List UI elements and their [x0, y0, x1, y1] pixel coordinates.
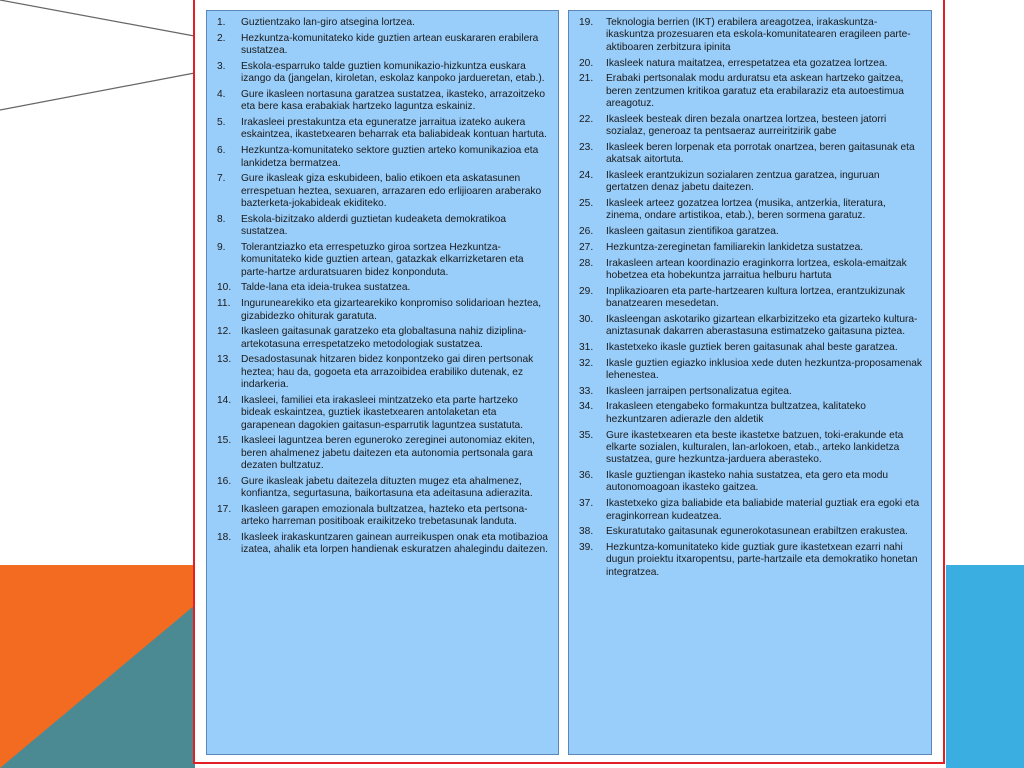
item-text: Irakasleei prestakuntza eta eguneratze jarraitua izateko aukera eskaintzea, ikastetxearen beharrak eta baliabideak kontuan hartuta.	[241, 117, 547, 141]
left-column	[206, 10, 559, 755]
item-number: 6.	[217, 145, 226, 157]
item-number: 25.	[579, 198, 594, 210]
list-item	[217, 145, 550, 170]
item-number: 8.	[217, 213, 226, 225]
item-number: 38.	[579, 526, 594, 538]
list-item	[217, 326, 550, 351]
list-item	[217, 214, 550, 239]
item-text: Gure ikastetxearen eta beste ikastetxe batzuen, toki-erakunde eta elkarte sozialen, kulturalen, lan-arlokoen, etab., arteko lankidetza sustatzea, gure hezkuntza-jarduera aberasteko.	[606, 429, 904, 466]
item-text: Irakasleen artean koordinazio eraginkorra lortzea, eskola-emaitzak hobetzea eta hobekuntza jarraitua helburu hartuta	[606, 257, 907, 281]
item-number: 31.	[579, 341, 594, 353]
item-text: Hezkuntza-zereginetan familiarekin lankidetza sustatzea.	[606, 241, 864, 253]
list-item	[217, 435, 550, 472]
item-text: Hezkuntza-komunitateko kide guztiak gure ikastetxean ezarri nahi dugun proiektu itxaropentsu, parte-hartzaile eta demokratiko honetan integratzea.	[606, 541, 918, 578]
item-number: 32.	[579, 357, 594, 369]
list-item	[217, 173, 550, 210]
list-item	[579, 242, 923, 254]
item-text: Ikastetxeko ikasle guztiek beren gaitasunak ahal beste garatzea.	[606, 341, 898, 353]
list-item	[579, 198, 923, 223]
item-text: Tolerantziazko eta errespetuzko giroa sortzea Hezkuntza-komunitateko kide guztien artean, gatazkak elkarrizketaren eta parte-hartze arduratsuaren bidez konponduta.	[241, 241, 524, 278]
item-number: 23.	[579, 141, 594, 153]
item-text: Ikastetxeko giza baliabide eta baliabide material guztiak era egoki eta eraginkorrean kudeatzea.	[606, 498, 920, 522]
item-text: Inplikazioaren eta parte-hartzearen kultura lortzea, erantzukizunak banatzearen mesedetan.	[606, 285, 905, 310]
item-number: 7.	[217, 173, 226, 185]
item-text: Erabaki pertsonalak modu arduratsu eta askean hartzeko gaitzea, beren zentzumen kritikoa garatuz eta erabilaraziz eta autoestimua areagotuz.	[606, 73, 904, 110]
list-item	[579, 386, 923, 398]
list-item	[217, 242, 550, 279]
item-text: Ikasleen gaitasun zientifikoa garatzea.	[606, 226, 779, 238]
list-item	[217, 504, 550, 529]
item-text: Guztientzako lan-giro atsegina lortzea.	[241, 17, 415, 28]
list-item	[579, 170, 923, 195]
item-number: 24.	[579, 169, 594, 181]
list-item	[579, 142, 923, 167]
item-number: 21.	[579, 73, 594, 85]
item-number: 15.	[217, 435, 232, 447]
item-text: Ikasleen gaitasunak garatzeko eta globaltasuna nahiz diziplina-artekotasuna errespetatzeko metodologiak sustatzea.	[241, 326, 527, 350]
list-item	[579, 258, 923, 283]
item-text: Gure ikasleen nortasuna garatzea sustatzea, ikasteko, arrazoitzeko eta bere kasa erabakiak hartzeko laguntza eskainiz.	[241, 88, 546, 113]
item-text: Hezkuntza-komunitateko kide guztien artean euskararen erabilera sustatzea.	[241, 32, 539, 57]
item-text: Hezkuntza-komunitateko sektore guztien arteko komunikazioa eta lankidetza bermatzea.	[241, 145, 539, 169]
list-item	[217, 89, 550, 114]
right-column	[568, 10, 932, 755]
item-number: 28.	[579, 257, 594, 269]
item-text: Ikasle guztiengan ikasteko nahia sustatzea, eta gero eta modu autonomoagoan ikasteko gaitzea.	[606, 470, 889, 494]
item-number: 33.	[579, 385, 594, 397]
list-item	[217, 17, 550, 29]
list-item	[217, 117, 550, 142]
item-text: Ikasleengan askotariko gizartean elkarbizitzeko eta gizarteko kultura-aniztasunak dakarren aberastasuna estimatzeko gaitasuna piztea.	[606, 313, 918, 338]
item-text: Ikasleei laguntzea beren eguneroko zereginei autonomiaz ekiten, beren ahalmenez jabetu daitezen eta autonomia pertsonala gara dezaten bultzatuz.	[241, 435, 535, 472]
list-item	[579, 470, 923, 495]
item-text: Ingurunearekiko eta gizartearekiko konpromiso solidarioan heztea, gizabidezko ohiturak garatuta.	[241, 298, 542, 322]
item-number: 5.	[217, 117, 226, 129]
item-text: Talde-lana eta ideia-trukea sustatzea.	[241, 282, 411, 294]
item-text: Ikasleei, familiei eta irakasleei mintzatzeko eta parte hartzeko bideak eskaintzea, guztiek ikastetxearen antolaketan eta garapenean dagokien gaitasun-esparrutik laguntzea sustatuta.	[241, 394, 524, 431]
item-number: 20.	[579, 57, 594, 69]
list-item	[217, 476, 550, 501]
list-item	[579, 542, 923, 579]
item-number: 39.	[579, 541, 594, 553]
item-number: 34.	[579, 401, 594, 413]
item-text: Eskuratutako gaitasunak egunerokotasunean erabiltzen erakustea.	[606, 526, 908, 538]
item-text: Desadostasunak hitzaren bidez konpontzeko gai diren pertsonak heztea; hau da, gogoeta eta arrazoibidea erabiliko dutenak, ez indarkeria.	[241, 354, 534, 391]
list-item	[217, 354, 550, 391]
item-text: Gure ikasleak jabetu daitezela dituzten mugez eta ahalmenez, konfiantza, segurtasuna, baikortasuna eta adeitasuna adierazita.	[241, 475, 533, 500]
item-text: Ikasleek erantzukizun sozialaren zentzua garatzea, inguruan gertatzen denaz jabetu daitezen.	[606, 169, 880, 194]
list-item	[579, 358, 923, 383]
item-text: Ikasleek irakaskuntzaren gainean aurreikuspen onak eta motibazioa izatea, ahalik eta lorpen handienak eskuratzen ahalegindu daitezen.	[241, 532, 548, 556]
list-item	[579, 286, 923, 311]
teal-accent-triangle	[0, 565, 195, 768]
item-text: Irakasleen etengabeko formakuntza bultzatzea, kalitateko hezkuntzaren adierazle den aldetik	[606, 401, 866, 425]
list-item	[579, 73, 923, 110]
list-item	[579, 314, 923, 339]
list-item	[579, 114, 923, 139]
list-item	[217, 282, 550, 294]
item-number: 3.	[217, 60, 226, 72]
item-number: 22.	[579, 113, 594, 125]
item-text: Ikasleen jarraipen pertsonalizatua egitea.	[606, 385, 792, 397]
list-item	[217, 298, 550, 323]
list-item	[579, 430, 923, 467]
item-number: 4.	[217, 88, 226, 100]
item-number: 14.	[217, 394, 232, 406]
item-number: 17.	[217, 503, 232, 515]
item-number: 2.	[217, 32, 226, 44]
item-number: 36.	[579, 470, 594, 482]
item-text: Teknologia berrien (IKT) erabilera areagotzea, irakaskuntza-ikaskuntza prozesuaren eta eskola-komunitatearen eragileen parte-aktiboaren zerbitzura ipinita	[606, 17, 911, 53]
item-text: Ikasleek besteak diren bezala onartzea lortzea, besteen jatorri sozialaz, generoaz ta pentsaeraz aurreiritzirik gabe	[606, 113, 887, 138]
item-number: 37.	[579, 498, 594, 510]
list-item	[579, 342, 923, 354]
item-number: 19.	[579, 17, 594, 28]
list-item	[217, 532, 550, 557]
item-number: 9.	[217, 241, 226, 253]
document-frame	[193, 0, 945, 764]
list-item	[217, 33, 550, 58]
item-number: 26.	[579, 226, 594, 238]
item-text: Eskola-bizitzako alderdi guztietan kudeaketa demokratikoa sustatzea.	[241, 213, 507, 238]
item-text: Ikasle guztien egiazko inklusioa xede duten hezkuntza-proposamenak lehenestea.	[606, 357, 923, 382]
item-number: 13.	[217, 354, 232, 366]
list-item	[217, 61, 550, 86]
list-item	[579, 58, 923, 70]
list-item	[579, 17, 923, 54]
item-number: 16.	[217, 475, 232, 487]
item-text: Ikasleek beren lorpenak eta porrotak onartzea, beren gaitasunak eta akatsak aitortuta.	[606, 141, 915, 166]
item-text: Ikasleek natura maitatzea, errespetatzea eta gozatzea lortzea.	[606, 57, 888, 69]
list-item	[579, 401, 923, 426]
item-number: 10.	[217, 282, 232, 294]
blue-accent-band	[946, 565, 1024, 768]
item-number: 12.	[217, 326, 232, 338]
list-item	[579, 226, 923, 238]
item-number: 18.	[217, 532, 232, 544]
item-number: 35.	[579, 429, 594, 441]
item-text: Eskola-esparruko talde guztien komunikazio-hizkuntza euskara izango da (jangelan, kiroletan, eskolaz kanpoko jardueretan, etab.).	[241, 60, 545, 85]
list-item	[579, 526, 923, 538]
list-item	[579, 498, 923, 523]
item-text: Gure ikasleak giza eskubideen, balio etikoen eta askatasunen errespetuan heztea, sexuaren, arrazaren edo erlijioaren araberako bazterketa-jokabideak ekiditeko.	[241, 173, 542, 210]
item-number: 1.	[217, 17, 226, 28]
item-number: 27.	[579, 241, 594, 253]
list-item	[217, 395, 550, 432]
item-number: 29.	[579, 285, 594, 297]
item-text: Ikasleen garapen emozionala bultzatzea, hazteko eta pertsona-arteko harreman positiboak eraikitzeko trebetasunak landuta.	[241, 503, 528, 528]
item-number: 11.	[217, 298, 231, 310]
item-text: Ikasleek arteez gozatzea lortzea (musika, antzerkia, literatura, zinema, ondare artistikoa, etab.), beren sormena garatuz.	[606, 198, 886, 222]
item-number: 30.	[579, 313, 594, 325]
